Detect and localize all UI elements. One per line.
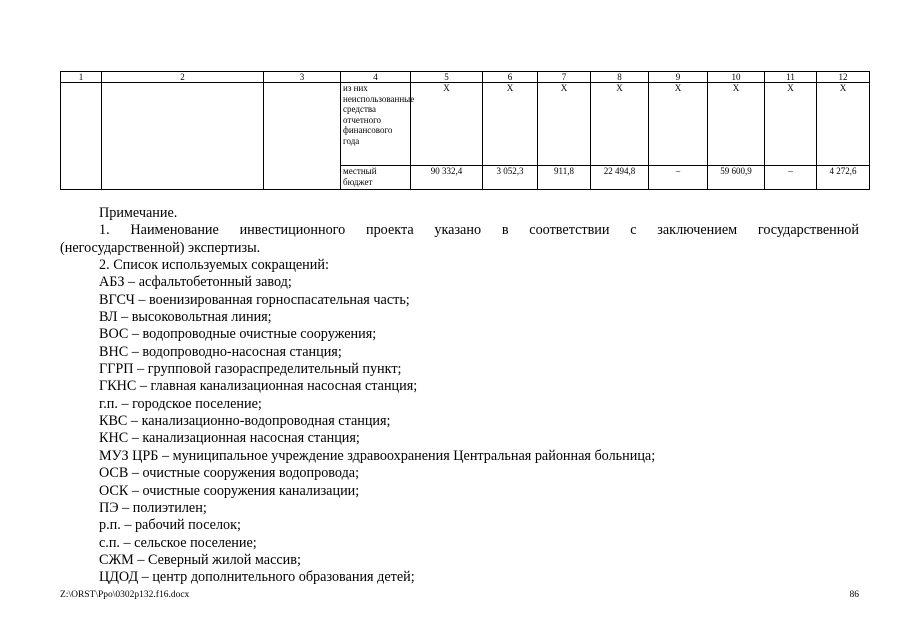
abbreviation-item: р.п. – рабочий поселок; [99, 517, 241, 534]
abbreviation-item: г.п. – городское поселение; [99, 395, 262, 412]
table-cell: X [411, 83, 483, 166]
column-number: 3 [264, 72, 341, 83]
note-item-1-line-2: (негосударственной) экспертизы. [60, 239, 261, 256]
table-cell: X [483, 83, 538, 166]
abbreviation-item: КВС – канализационно-водопроводная станция; [99, 413, 391, 430]
empty-cell [102, 83, 264, 190]
note-item-1-line-1: 1. Наименование инвестиционного проекта указано в соответствии с заключением государственной [99, 222, 859, 239]
abbreviation-item: МУЗ ЦРБ – муниципальное учреждение здравоохранения Центральная районная больница; [99, 447, 656, 464]
table-cell: 911,8 [538, 166, 591, 190]
row-label: местный бюджет [341, 166, 411, 190]
abbreviation-item: ВОС – водопроводные очистные сооружения; [99, 326, 377, 343]
table-cell: 4 272,6 [817, 166, 870, 190]
abbreviation-item: ЦДОД – центр дополнительного образования детей; [99, 569, 415, 586]
table-cell: – [765, 166, 817, 190]
column-number: 12 [817, 72, 870, 83]
abbreviation-item: ОСК – очистные сооружения канализации; [99, 482, 360, 499]
abbreviation-item: с.п. – сельское поселение; [99, 534, 257, 551]
column-number: 8 [591, 72, 649, 83]
abbreviation-item: ГГРП – групповой газораспределительный пункт; [99, 361, 402, 378]
table-cell: 22 494,8 [591, 166, 649, 190]
table-cell: 90 332,4 [411, 166, 483, 190]
column-number: 10 [708, 72, 765, 83]
table-cell: X [765, 83, 817, 166]
abbreviation-item: ВГСЧ – военизированная горноспасательная часть; [99, 291, 410, 308]
column-number: 7 [538, 72, 591, 83]
table-cell: X [649, 83, 708, 166]
row-label: из них неиспользованные средства отчетного финансового года [341, 83, 411, 166]
notes-title: Примечание. [99, 205, 178, 221]
investment-table [60, 71, 870, 190]
column-number: 9 [649, 72, 708, 83]
abbreviation-item: СЖМ – Северный жилой массив; [99, 551, 301, 568]
abbreviation-item: ПЭ – полиэтилен; [99, 499, 207, 516]
abbreviation-item: АБЗ – асфальтобетонный завод; [99, 274, 292, 291]
column-number: 2 [102, 72, 264, 83]
column-number: 6 [483, 72, 538, 83]
page-number: 86 [849, 590, 859, 600]
empty-cell [61, 83, 102, 190]
column-number: 11 [765, 72, 817, 83]
abbreviation-item: ОСВ – очистные сооружения водопровода; [99, 465, 360, 482]
empty-cell [264, 83, 341, 190]
column-number: 5 [411, 72, 483, 83]
abbreviation-item: ВЛ – высоковольтная линия; [99, 309, 272, 326]
column-number: 4 [341, 72, 411, 83]
abbreviation-item: ГКНС – главная канализационная насосная станция; [99, 378, 418, 395]
table-cell: – [649, 166, 708, 190]
abbreviation-item: ВНС – водопроводно-насосная станция; [99, 343, 342, 360]
footer-file-path: Z:\ORST\Ppo\0302p132.f16.docx [60, 590, 190, 600]
note-item-2: 2. Список используемых сокращений: [99, 257, 329, 274]
table-cell: 59 600,9 [708, 166, 765, 190]
table-cell: 3 052,3 [483, 166, 538, 190]
table-cell: X [708, 83, 765, 166]
abbreviation-item: КНС – канализационная насосная станция; [99, 430, 360, 447]
column-number: 1 [61, 72, 102, 83]
table-header-row [61, 72, 870, 83]
table-row [61, 83, 870, 166]
notes-section [60, 205, 859, 587]
table-cell: X [538, 83, 591, 166]
table-cell: X [817, 83, 870, 166]
table-cell: X [591, 83, 649, 166]
